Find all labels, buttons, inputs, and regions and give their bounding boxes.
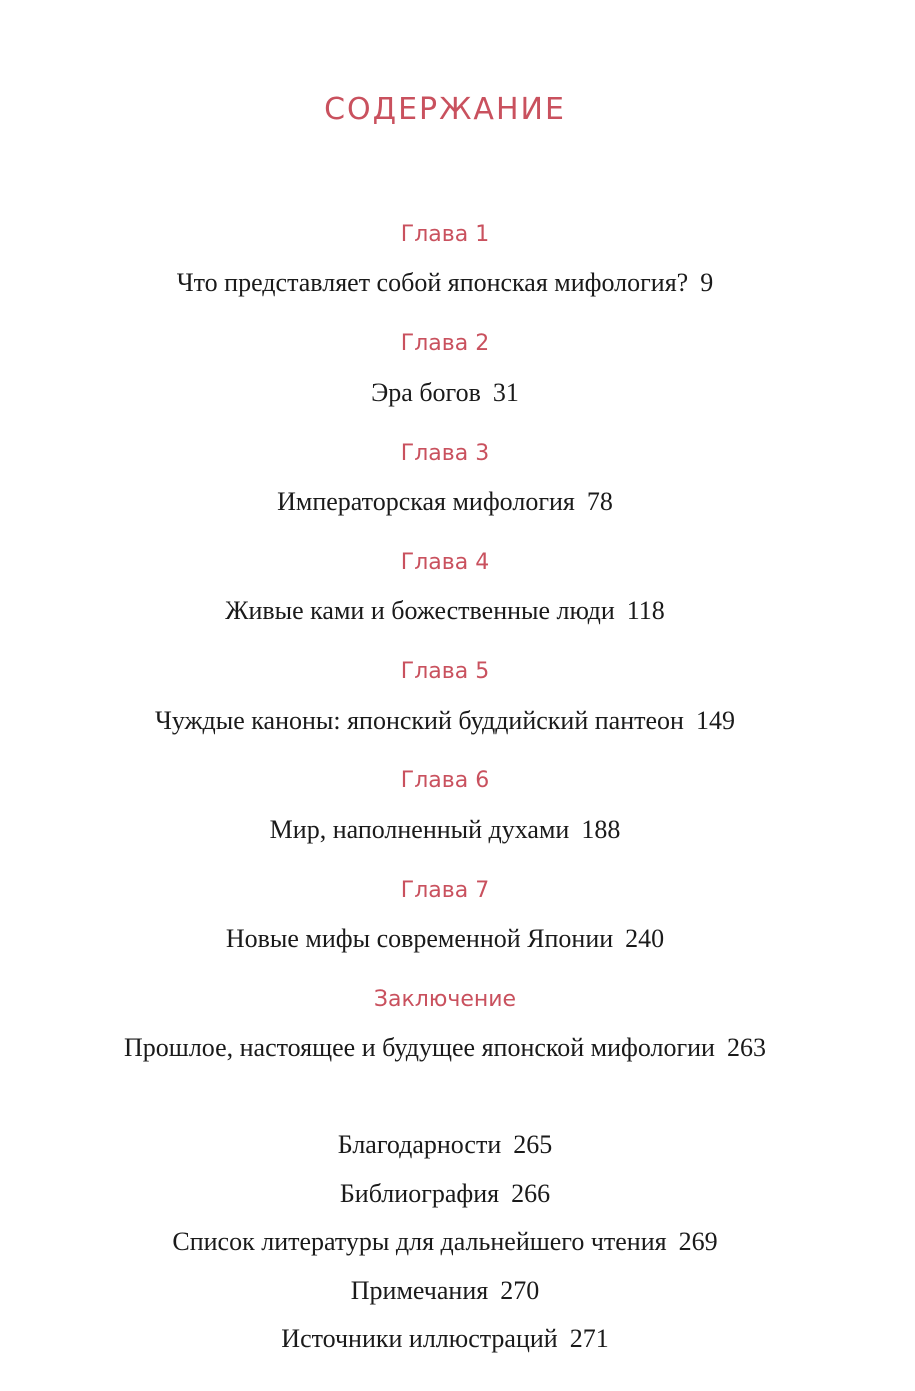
- entry-page-number: 269: [678, 1227, 718, 1256]
- toc-entry[interactable]: [0, 266, 890, 300]
- page-title: СОДЕРЖАНИЕ: [324, 92, 566, 127]
- entry-page-number: 270: [500, 1276, 540, 1305]
- entry-title: Чуждые каноны: японский буддийский пантеон: [155, 706, 684, 735]
- back-matter-entry[interactable]: [0, 1128, 890, 1162]
- entry-title: Источники иллюстраций: [281, 1324, 558, 1353]
- entry-page-number: 263: [726, 1033, 766, 1062]
- entry-page-number: 271: [569, 1324, 609, 1353]
- toc-entry[interactable]: [0, 594, 890, 628]
- entry-page-number: 78: [586, 487, 613, 516]
- entry-page-number: 149: [695, 706, 735, 735]
- chapter-label: Глава 2: [400, 331, 490, 356]
- entry-title: Библиография: [339, 1179, 500, 1208]
- toc-entry[interactable]: [0, 376, 890, 410]
- entry-title: Список литературы для дальнейшего чтения: [172, 1227, 667, 1256]
- back-matter-entry[interactable]: [0, 1274, 890, 1308]
- entry-title: Благодарности: [337, 1130, 502, 1159]
- entry-title: Мир, наполненный духами: [269, 815, 570, 844]
- toc-entry[interactable]: [0, 922, 890, 956]
- toc-entry[interactable]: [0, 485, 890, 519]
- entry-title: Императорская мифология: [277, 487, 575, 516]
- entry-title: Что представляет собой японская мифология?: [176, 268, 689, 297]
- entry-title: Прошлое, настоящее и будущее японской мифологии: [124, 1033, 715, 1062]
- conclusion-label: Заключение: [373, 987, 517, 1012]
- chapter-label: Глава 6: [400, 768, 490, 793]
- toc-entry[interactable]: [0, 704, 890, 738]
- chapter-label: Глава 7: [400, 878, 490, 903]
- entry-page-number: 9: [700, 268, 714, 297]
- chapter-label: Глава 4: [400, 550, 490, 575]
- entry-page-number: 240: [625, 924, 665, 953]
- entry-page-number: 31: [492, 378, 519, 407]
- back-matter-entry[interactable]: [0, 1177, 890, 1211]
- chapter-label: Глава 1: [400, 222, 490, 247]
- entry-page-number: 265: [513, 1130, 553, 1159]
- back-matter-entry[interactable]: [0, 1225, 890, 1259]
- entry-page-number: 118: [626, 596, 665, 625]
- entry-title: Живые ками и божественные люди: [225, 596, 615, 625]
- entry-title: Новые мифы современной Японии: [225, 924, 614, 953]
- chapter-label: Глава 5: [400, 659, 490, 684]
- entry-title: Эра богов: [371, 378, 481, 407]
- entry-page-number: 266: [511, 1179, 551, 1208]
- toc-entry[interactable]: [0, 813, 890, 847]
- chapter-label: Глава 3: [400, 441, 490, 466]
- toc-entry[interactable]: [0, 1031, 890, 1065]
- back-matter-entry[interactable]: [0, 1322, 890, 1356]
- entry-page-number: 188: [581, 815, 621, 844]
- entry-title: Примечания: [350, 1276, 489, 1305]
